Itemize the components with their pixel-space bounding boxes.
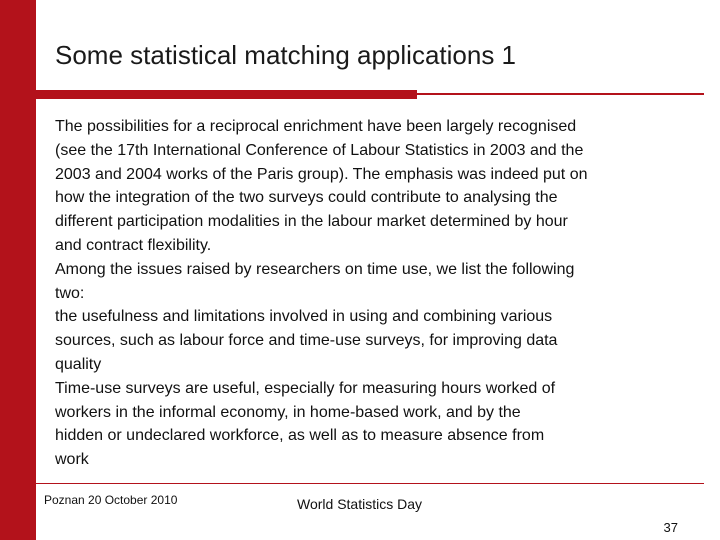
- title-underline-thin: [417, 93, 704, 95]
- body-line: (see the 17th International Conference of Labour Statistics in 2003 and the: [55, 141, 584, 159]
- page-number: 37: [663, 520, 678, 535]
- body-line: how the integration of the two surveys could contribute to analysing the: [55, 189, 558, 207]
- slide-title: Some statistical matching applications 1: [55, 40, 517, 70]
- title-underline-thick: [36, 90, 417, 99]
- footer-event-name: World Statistics Day: [297, 496, 422, 512]
- body-line: work: [55, 451, 89, 469]
- body-line: quality: [55, 355, 102, 373]
- body-line: and contract flexibility.: [55, 236, 212, 254]
- body-line: workers in the informal economy, in home-based work, and by the: [55, 403, 521, 421]
- body-line: the usefulness and limitations involved in using and combining various: [55, 308, 553, 326]
- body-line: 2003 and 2004 works of the Paris group). The emphasis was indeed put on: [55, 165, 588, 183]
- body-line: different participation modalities in the labour market determined by hour: [55, 213, 568, 231]
- body-line: Time-use surveys are useful, especially for measuring hours worked of: [55, 379, 556, 397]
- body-line: The possibilities for a reciprocal enrichment have been largely recognised: [55, 118, 577, 135]
- body-line: Among the issues raised by researchers on time use, we list the following: [55, 260, 575, 278]
- body-line: sources, such as labour force and time-use surveys, for improving data: [55, 332, 558, 350]
- footer-date-location: Poznan 20 October 2010: [44, 493, 178, 507]
- left-accent-bar: [0, 0, 36, 540]
- footer-divider: [36, 483, 704, 484]
- slide-body: [55, 115, 670, 472]
- body-line: hidden or undeclared workforce, as well as to measure absence from: [55, 427, 545, 445]
- body-line: two:: [55, 284, 85, 302]
